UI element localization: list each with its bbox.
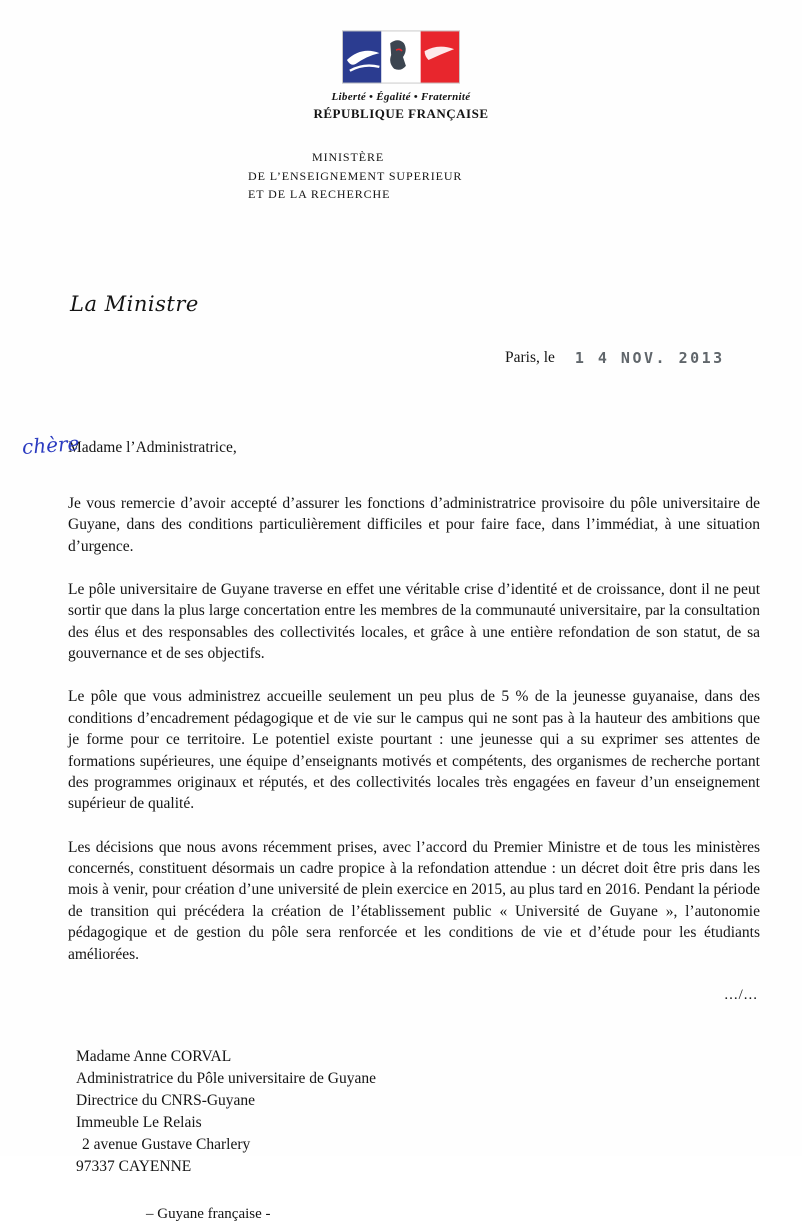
continuation-mark: .../... [724,986,758,1003]
paragraph-1: Je vous remercie d’avoir accepté d’assurer les fonctions d’administratrice provisoire du pôle universitaire de Guyane, dans des conditions particulièrement difficiles et pour faire face, dans l’immédiat, à une situation d’urgence. [68,494,760,555]
recipient-city: 97337 CAYENNE [76,1157,192,1175]
letterhead [0,0,802,204]
date-row [0,348,802,367]
recipient-block [76,1046,802,1178]
recipient-title-2: Directrice du CNRS-Guyane [76,1091,256,1109]
salutation [0,430,802,459]
date-stamp: 1 4 NOV. 2013 [574,348,725,367]
republic-title: RÉPUBLIQUE FRANÇAISE [313,106,489,121]
ministry-block [248,148,462,204]
sender-title: La Ministre [70,291,199,316]
motto: Liberté • Égalité • Fraternité [331,91,471,103]
republique-francaise-logo [0,30,802,84]
paragraph-4: Les décisions que nous avons récemment prises, avec l’accord du Premier Ministre et de tous les ministères concernés, constituent désormais un cadre propice à la refondation attendue : un décret doit être pris dans les mois à venir, pour création d’une université de plein exercice en 2015, au plus tard en 2016. Pendant la période de transition qui précédera la création de l’établissement public « Université de Guyane », l’autonomie pédagogique et de gestion du pôle sera renforcée et les conditions de vie et d’étude pour les étudiants améliorées. [68,838,760,963]
recipient-address-1: Immeuble Le Relais [76,1113,202,1131]
ministry-line-2: DE L’ENSEIGNEMENT SUPERIEUR [248,168,463,183]
ministry-line-3: ET DE LA RECHERCHE [248,187,391,202]
place-label: Paris, le [505,348,555,366]
marianne-flag-icon [342,30,460,84]
paragraph-3: Le pôle que vous administrez accueille seulement un peu plus de 5 % de la jeunesse guyanaise, dans des conditions d’encadrement pédagogique et de vie sur le campus qui ne sont pas à la hauteur des ambitions que je forme pour ce territoire. Le potentiel existe pourtant : une jeunesse qui a su exprimer ses attentes de formations supérieures, une équipe d’enseignants motivés et compétents, des organismes de recherche portant des programmes originaux et réputés, et des collectivités locales très engagées en faveur d’un enseignement supérieur de qualité. [68,688,760,813]
paragraph-2: Le pôle universitaire de Guyane traverse en effet une véritable crise d’identité et de croissance, dont il ne peut sortir que dans la plus large concertation entre les membres de la communauté universitaire, par la consultation des élus et des responsables des collectivités locales, et grâce à une entière refondation de son statut, de sa gouvernance et de ses objectifs. [68,580,760,663]
footer-region: – Guyane française - [146,1205,271,1222]
letter-body [68,493,760,965]
ministry-line-1: MINISTÈRE [312,150,385,164]
salutation-text: Madame l’Administratrice, [68,438,237,456]
recipient-name: Madame Anne CORVAL [76,1047,232,1065]
recipient-title-1: Administratrice du Pôle universitaire de Guyane [76,1069,377,1087]
handwritten-annotation: chère [21,430,81,459]
recipient-address-2: 2 avenue Gustave Charlery [82,1135,251,1153]
